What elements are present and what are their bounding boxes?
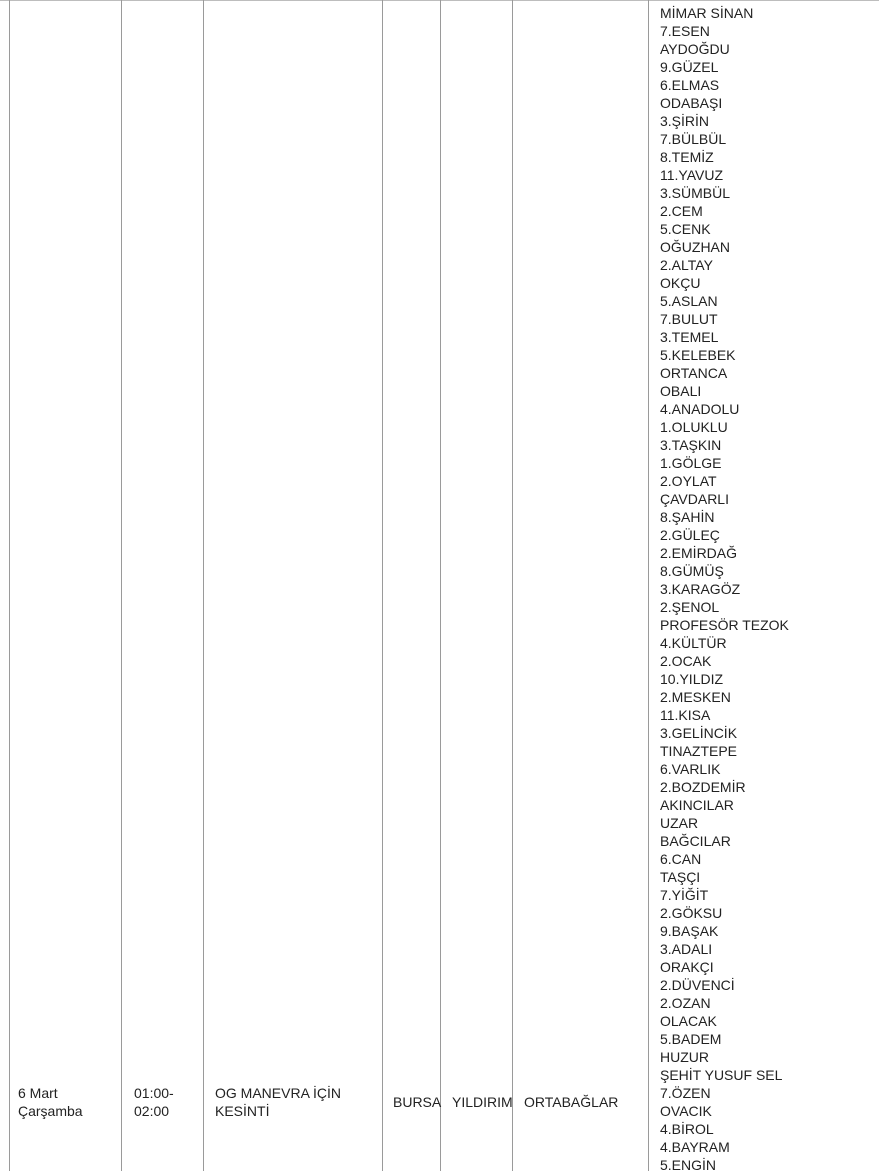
street-item: 7.BULUT <box>660 311 718 327</box>
street-item: 5.ASLAN <box>660 293 718 309</box>
street-item: 2.ALTAY <box>660 257 713 273</box>
column-divider <box>440 0 441 1171</box>
street-item: 3.TAŞKIN <box>660 437 722 453</box>
street-item: 4.BİROL <box>660 1121 714 1137</box>
street-item: 10.YILDIZ <box>660 671 724 687</box>
street-item: UZAR <box>660 815 699 831</box>
street-item: 3.TEMEL <box>660 329 719 345</box>
street-item: 5.ENGİN <box>660 1157 717 1173</box>
city-cell <box>393 1093 441 1111</box>
column-divider <box>648 0 649 1171</box>
date-cell <box>18 1084 83 1120</box>
street-item: 2.GÖKSU <box>660 905 723 921</box>
neighborhood-text: ORTABAĞLAR <box>524 1094 619 1110</box>
reason-line-2: KESİNTİ <box>215 1103 270 1119</box>
street-item: 1.GÖLGE <box>660 455 722 471</box>
street-item: 2.OZAN <box>660 995 711 1011</box>
street-item: 6.ELMAS <box>660 77 720 93</box>
column-divider <box>512 0 513 1171</box>
city-text: BURSA <box>393 1094 442 1110</box>
reason-cell <box>215 1084 341 1120</box>
street-list <box>660 4 879 1174</box>
street-item: ORTANCA <box>660 365 728 381</box>
column-divider <box>121 0 122 1171</box>
day-text: Çarşamba <box>18 1103 83 1119</box>
district-cell <box>452 1093 513 1111</box>
date-text: 6 Mart <box>18 1085 58 1101</box>
street-item: 2.EMİRDAĞ <box>660 545 738 561</box>
street-item: 7.ESEN <box>660 23 710 39</box>
street-item: 5.CENK <box>660 221 711 237</box>
street-item: OKÇU <box>660 275 701 291</box>
district-text: YILDIRIM <box>452 1094 513 1110</box>
street-item: 3.GELİNCİK <box>660 725 738 741</box>
street-item: 3.SÜMBÜL <box>660 185 731 201</box>
street-item: 11.YAVUZ <box>660 167 724 183</box>
street-item: 3.ŞİRİN <box>660 113 710 129</box>
street-item: PROFESÖR TEZOK <box>660 617 789 633</box>
street-item: OBALI <box>660 383 702 399</box>
street-item: 1.OLUKLU <box>660 419 728 435</box>
street-item: 9.BAŞAK <box>660 923 719 939</box>
street-item: AYDOĞDU <box>660 41 730 57</box>
street-item: BAĞCILAR <box>660 833 731 849</box>
street-item: 8.TEMİZ <box>660 149 714 165</box>
street-item: 2.ŞENOL <box>660 599 720 615</box>
street-item: 2.DÜVENCİ <box>660 977 735 993</box>
street-item: 2.BOZDEMİR <box>660 779 746 795</box>
street-item: 3.ADALI <box>660 941 713 957</box>
street-item: OVACIK <box>660 1103 712 1119</box>
street-item: 4.BAYRAM <box>660 1139 730 1155</box>
street-item: ŞEHİT YUSUF SEL <box>660 1067 783 1083</box>
street-item: AKINCILAR <box>660 797 734 813</box>
street-item: 7.BÜLBÜL <box>660 131 727 147</box>
street-item: 7.YİĞİT <box>660 887 709 903</box>
street-item: 7.ÖZEN <box>660 1085 711 1101</box>
street-item: TINAZTEPE <box>660 743 738 759</box>
column-divider <box>382 0 383 1171</box>
street-item: ODABAŞI <box>660 95 723 111</box>
street-item: OĞUZHAN <box>660 239 730 255</box>
street-item: 5.BADEM <box>660 1031 722 1047</box>
column-divider <box>9 0 10 1171</box>
street-item: 2.CEM <box>660 203 703 219</box>
street-item: TAŞÇI <box>660 869 701 885</box>
street-item: 8.ŞAHİN <box>660 509 715 525</box>
neighborhood-cell <box>524 1093 618 1111</box>
street-item: 2.MESKEN <box>660 689 731 705</box>
street-item: 6.VARLIK <box>660 761 721 777</box>
street-item: 5.KELEBEK <box>660 347 736 363</box>
street-item: 3.KARAGÖZ <box>660 581 741 597</box>
street-item: 2.OYLAT <box>660 473 717 489</box>
street-item: 2.OCAK <box>660 653 712 669</box>
time-cell <box>134 1084 174 1120</box>
street-item: MİMAR SİNAN <box>660 5 754 21</box>
street-item: ORAKÇI <box>660 959 714 975</box>
column-divider <box>203 0 204 1171</box>
street-item: 4.ANADOLU <box>660 401 740 417</box>
street-item: ÇAVDARLI <box>660 491 729 507</box>
street-item: HUZUR <box>660 1049 709 1065</box>
reason-line-1: OG MANEVRA İÇİN <box>215 1085 342 1101</box>
street-item: 11.KISA <box>660 707 711 723</box>
street-item: OLACAK <box>660 1013 717 1029</box>
time-start-text: 01:00- <box>134 1085 174 1101</box>
street-item: 8.GÜMÜŞ <box>660 563 724 579</box>
time-end-text: 02:00 <box>134 1103 170 1119</box>
street-item: 2.GÜLEÇ <box>660 527 720 543</box>
street-item: 6.CAN <box>660 851 702 867</box>
street-item: 9.GÜZEL <box>660 59 719 75</box>
street-item: 4.KÜLTÜR <box>660 635 727 651</box>
